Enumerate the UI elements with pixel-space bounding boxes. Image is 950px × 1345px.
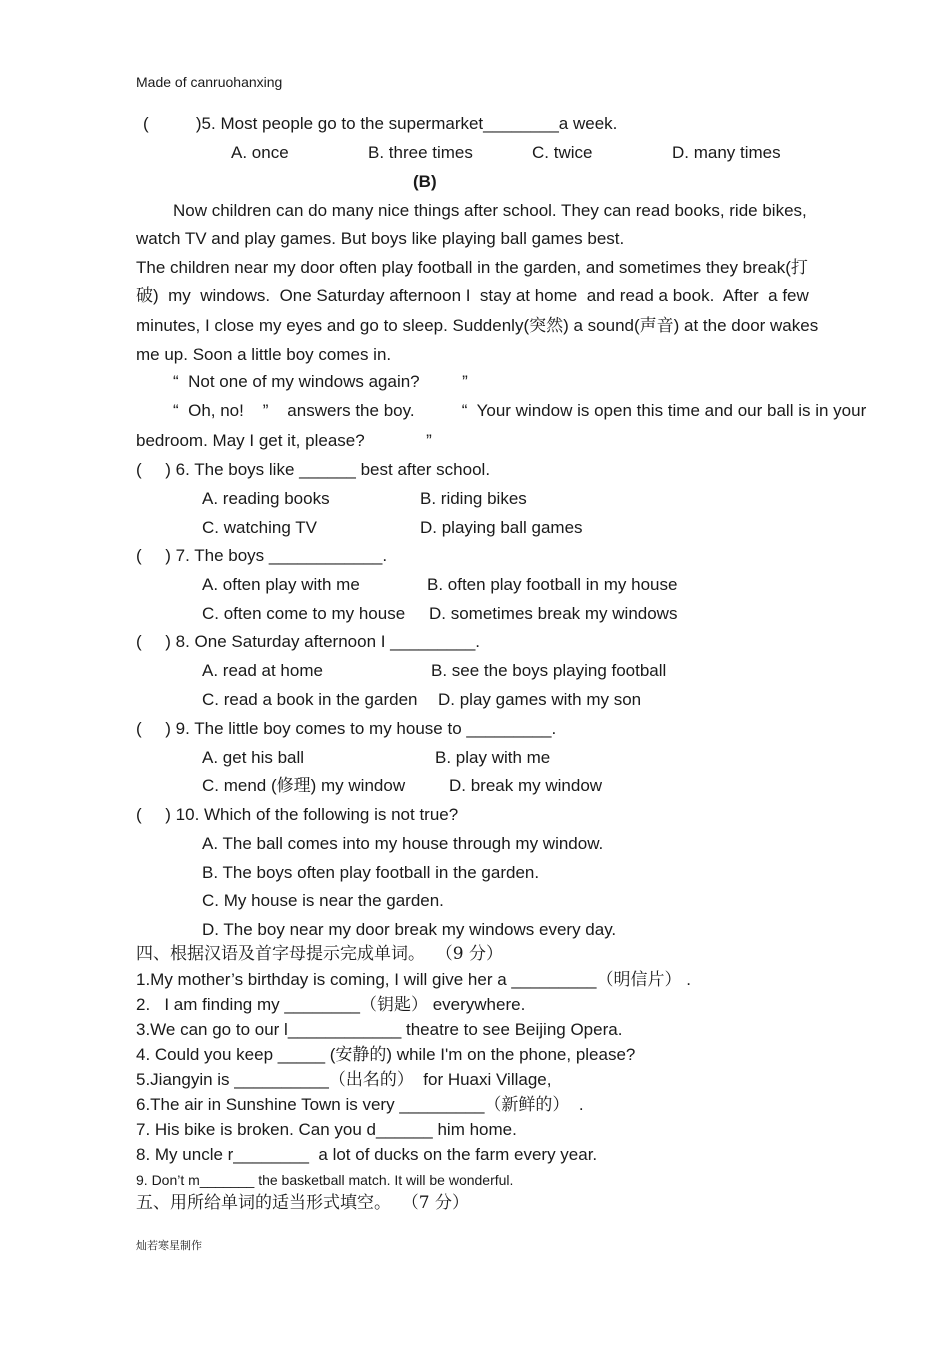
q9-option-b: B. play with me [435,748,551,767]
q9-option-c: C. mend (修理) my window [202,776,406,795]
q9-option-a: A. get his ball [202,748,305,767]
word-item-6: 6.The air in Sunshine Town is very _________（新鲜的） . [136,1095,584,1114]
section-5-heading: 五、用所给单词的适当形式填空。 （7 分） [136,1193,470,1213]
q8-option-c: C. read a book in the garden [202,690,418,709]
question-6: ( ) 6. The boys like ______ best after school. [136,460,491,479]
page-header: Made of canruohanxing [136,74,283,90]
q10-option-a: A. The ball comes into my house through my window. [202,834,604,853]
word-item-1: 1.My mother’s birthday is coming, I will give her a _________（明信片） . [136,970,691,989]
q6-option-d: D. playing ball games [420,518,583,537]
passage-dialogue: “ Not one of my windows again? ” [173,372,468,391]
question-8: ( ) 8. One Saturday afternoon I _________. [136,632,481,651]
q10-option-d: D. The boy near my door break my windows every day. [202,920,617,939]
word-item-3: 3.We can go to our l____________ theatre to see Beijing Opera. [136,1020,623,1039]
q10-option-c: C. My house is near the garden. [202,891,444,910]
q6-option-b: B. riding bikes [420,489,527,508]
page-footer: 灿若寒星制作 [136,1239,202,1252]
q6-option-c: C. watching TV [202,518,317,537]
passage-line: Now children can do many nice things after school. They can read books, ride bikes, [173,201,807,220]
q7-option-c: C. often come to my house [202,604,406,623]
section-4-heading: 四、根据汉语及首字母提示完成单词。 （9 分） [136,944,504,964]
passage-line: minutes, I close my eyes and go to sleep. Suddenly(突然) a sound(声音) at the door wakes [136,316,819,335]
section-b-heading: (B) [413,172,437,191]
question-10: ( ) 10. Which of the following is not true? [136,805,459,824]
passage-line: The children near my door often play football in the garden, and sometimes they break(打 [136,258,808,277]
question-9: ( ) 9. The little boy comes to my house to _________. [136,719,557,738]
question-7: ( ) 7. The boys ____________. [136,546,388,565]
passage-line: watch TV and play games. But boys like playing ball games best. [136,229,625,248]
word-item-9: 9. Don’t m_______ the basketball match. It will be wonderful. [136,1172,514,1188]
question-5: ( )5. Most people go to the supermarket________a week. [143,114,618,133]
q5-option-d: D. many times [672,143,781,162]
word-item-7: 7. His bike is broken. Can you d______ him home. [136,1120,517,1139]
passage-dialogue: bedroom. May I get it, please? ” [136,431,432,450]
q7-option-a: A. often play with me [202,575,360,594]
q5-option-b: B. three times [368,143,473,162]
q5-option-a: A. once [231,143,289,162]
q10-option-b: B. The boys often play football in the garden. [202,863,540,882]
q8-option-a: A. read at home [202,661,323,680]
q8-option-d: D. play games with my son [438,690,642,709]
word-item-2: 2. I am finding my ________（钥匙） everywhere. [136,995,526,1014]
word-item-8: 8. My uncle r________ a lot of ducks on the farm every year. [136,1145,598,1164]
passage-dialogue: “ Oh, no! ” answers the boy. “ Your window is open this time and our ball is in your [173,401,867,420]
q8-option-b: B. see the boys playing football [431,661,667,680]
q6-option-a: A. reading books [202,489,330,508]
passage-line: me up. Soon a little boy comes in. [136,345,392,364]
passage-line: 破) my windows. One Saturday afternoon I stay at home and read a book. After a few [136,286,809,305]
word-item-5: 5.Jiangyin is __________（出名的） for Huaxi Village, [136,1070,552,1089]
q7-option-b: B. often play football in my house [427,575,678,594]
q9-option-d: D. break my window [449,776,603,795]
q5-option-c: C. twice [532,143,593,162]
q7-option-d: D. sometimes break my windows [429,604,678,623]
word-item-4: 4. Could you keep _____ (安静的) while I'm on the phone, please? [136,1045,636,1064]
